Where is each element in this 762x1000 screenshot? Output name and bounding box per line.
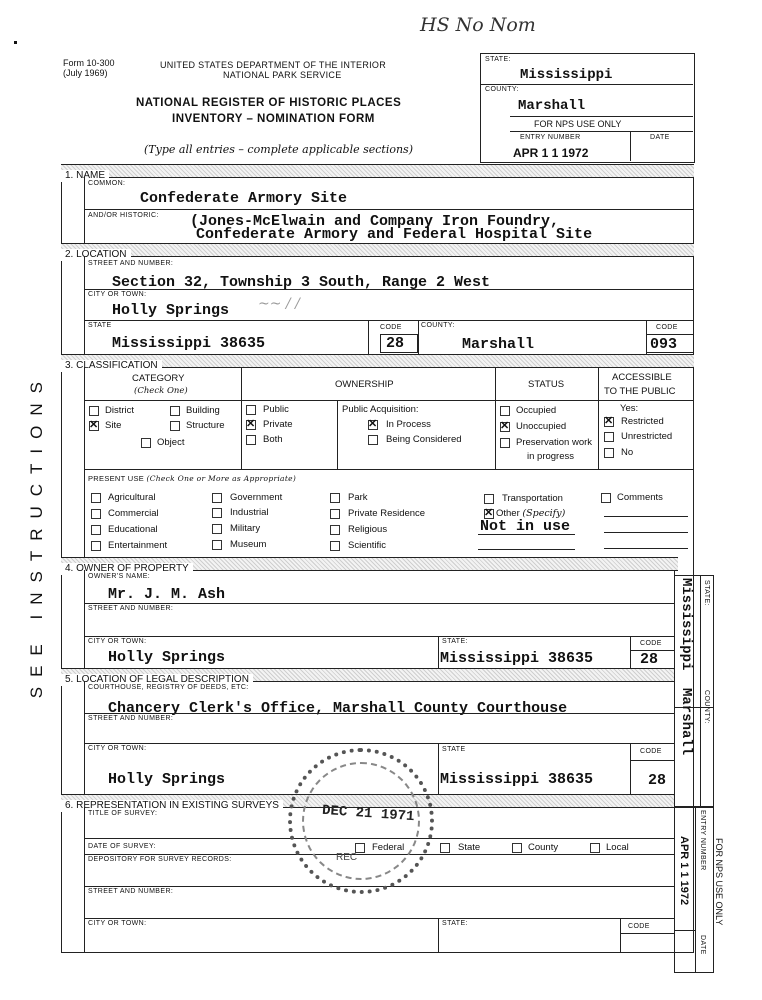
county-code-label: CODE: [656, 324, 678, 331]
local-survey-checkbox[interactable]: [590, 843, 600, 853]
other-value: Not in use: [480, 518, 571, 535]
code-label: CODE: [380, 324, 402, 331]
city-label: CITY OR TOWN:: [88, 291, 147, 298]
private-label: Private: [263, 419, 293, 430]
transportation-label: Transportation: [502, 493, 563, 504]
handwritten-note: HS No Nom: [420, 14, 536, 36]
being-considered-checkbox[interactable]: [368, 435, 378, 445]
in-process-checkbox[interactable]: [368, 420, 378, 430]
religious-checkbox[interactable]: [330, 525, 340, 535]
government-checkbox[interactable]: [212, 493, 222, 503]
public-checkbox[interactable]: [246, 405, 256, 415]
public-label: Public: [263, 404, 289, 415]
legal-street-label: STREET AND NUMBER:: [88, 715, 174, 722]
legal-city-value: Holly Springs: [108, 771, 226, 788]
form-date: (July 1969): [63, 68, 108, 78]
speck: [14, 41, 17, 44]
state-value: Mississippi 38635: [112, 335, 266, 352]
courthouse-label: COURTHOUSE, REGISTRY OF DEEDS, ETC:: [88, 684, 249, 691]
street-value: Section 32, Township 3 South, Range 2 West: [112, 274, 491, 291]
building-label: Building: [186, 405, 220, 416]
form-title: NATIONAL REGISTER OF HISTORIC PLACES: [136, 97, 402, 109]
military-checkbox[interactable]: [212, 524, 222, 534]
owner-state-label: STATE:: [442, 638, 468, 645]
accessible-label: ACCESSIBLE: [612, 372, 672, 383]
historic-name-2: Confederate Armory and Federal Hospital Site: [196, 226, 593, 243]
county-code: 093: [650, 336, 678, 353]
no-checkbox[interactable]: [604, 448, 614, 458]
occupied-checkbox[interactable]: [500, 406, 510, 416]
legal-code-label: CODE: [640, 748, 662, 755]
state-label: STATE: [88, 322, 112, 329]
street-label: STREET AND NUMBER:: [88, 260, 174, 267]
historic-label: AND/OR HISTORIC:: [88, 212, 159, 219]
city-value: Holly Springs: [112, 302, 230, 319]
legal-city-label: CITY OR TOWN:: [88, 745, 147, 752]
federal-label: Federal: [372, 842, 405, 853]
county-survey-label: County: [528, 842, 559, 853]
to-public-label: TO THE PUBLIC: [604, 386, 676, 397]
strip-county-label: COUNTY:: [703, 690, 710, 724]
survey-city-label: CITY OR TOWN:: [88, 920, 147, 927]
survey-date-label: DATE OF SURVEY:: [88, 843, 156, 850]
survey-street-label: STREET AND NUMBER:: [88, 888, 174, 895]
county-survey-checkbox[interactable]: [512, 843, 522, 853]
status-label: STATUS: [528, 379, 565, 390]
industrial-label: Industrial: [230, 507, 269, 518]
preservation-checkbox[interactable]: [500, 438, 510, 448]
no-label: No: [621, 447, 634, 458]
educational-checkbox[interactable]: [91, 525, 101, 535]
structure-label: Structure: [186, 420, 225, 431]
commercial-checkbox[interactable]: [91, 509, 101, 519]
district-label: District: [105, 405, 135, 416]
section-surveys-header: 6. REPRESENTATION IN EXISTING SURVEYS: [61, 794, 674, 808]
state-code: 28: [386, 335, 405, 352]
being-considered-label: Being Considered: [386, 434, 462, 445]
strip-nps-label: FOR NPS USE ONLY: [714, 838, 724, 926]
in-progress-label: in progress: [527, 451, 574, 462]
both-checkbox[interactable]: [246, 435, 256, 445]
yes-label: Yes:: [620, 403, 639, 414]
present-use-label: PRESENT USE (Check One or More as Appropriate): [88, 474, 297, 483]
state-survey-label: State: [458, 842, 481, 853]
date-label: DATE: [650, 134, 670, 141]
private-checkbox[interactable]: [246, 420, 256, 430]
restricted-label: Restricted: [621, 416, 664, 427]
county-value: Marshall: [462, 336, 535, 353]
public-acquisition-label: Public Acquisition:: [342, 404, 419, 415]
private-residence-checkbox[interactable]: [330, 509, 340, 519]
strip-entry-label: ENTRY NUMBER: [699, 810, 706, 871]
commercial-label: Commercial: [108, 508, 159, 519]
form-subtitle: INVENTORY – NOMINATION FORM: [172, 113, 375, 125]
preservation-label: Preservation work: [516, 437, 593, 448]
strip-county-value: Marshall: [678, 688, 694, 756]
owner-value: Mr. J. M. Ash: [108, 586, 226, 603]
owner-code-label: CODE: [640, 640, 662, 647]
government-label: Government: [230, 492, 283, 503]
form-number: Form 10-300: [63, 58, 115, 68]
stamp-date: DEC 21 1971: [321, 802, 415, 826]
state-box-state-value: Mississippi: [520, 67, 613, 83]
depository-label: DEPOSITORY FOR SURVEY RECORDS:: [88, 856, 232, 863]
common-name: Confederate Armory Site: [140, 190, 348, 207]
stamp-rec: REC: [336, 852, 358, 863]
see-instructions: SEE INSTRUCTIONS: [27, 372, 46, 699]
agricultural-label: Agricultural: [108, 492, 156, 503]
agricultural-checkbox[interactable]: [91, 493, 101, 503]
entertainment-label: Entertainment: [108, 540, 168, 551]
strip-state-value: Mississippi: [678, 578, 694, 671]
owner-street-label: STREET AND NUMBER:: [88, 605, 174, 612]
object-label: Object: [157, 437, 185, 448]
structure-checkbox[interactable]: [170, 421, 180, 431]
unrestricted-label: Unrestricted: [621, 431, 673, 442]
check-one: (Check One): [134, 386, 188, 396]
state-box-county-label: COUNTY:: [485, 86, 519, 93]
unoccupied-checkbox[interactable]: [500, 422, 510, 432]
strip-date-label: DATE: [699, 935, 706, 955]
object-checkbox[interactable]: [141, 438, 151, 448]
section-location-header: 2. LOCATION: [61, 243, 694, 257]
service: NATIONAL PARK SERVICE: [223, 70, 342, 80]
survey-title-label: TITLE OF SURVEY:: [88, 810, 158, 817]
common-label: COMMON:: [88, 180, 126, 187]
owner-label: OWNER'S NAME:: [88, 573, 151, 580]
owner-city-value: Holly Springs: [108, 649, 226, 666]
local-survey-label: Local: [606, 842, 629, 853]
state-box-state-label: STATE:: [485, 56, 511, 63]
legal-state-label: STATE: [442, 746, 466, 753]
section-legal-header: 5. LOCATION OF LEGAL DESCRIPTION: [61, 668, 674, 682]
district-checkbox[interactable]: [89, 406, 99, 416]
courthouse-value: Chancery Clerk's Office, Marshall County Courthouse: [108, 700, 568, 717]
in-process-label: In Process: [386, 419, 431, 430]
state-box-county-value: Marshall: [518, 98, 586, 114]
section-owner-header: 4. OWNER OF PROPERTY: [61, 557, 678, 571]
military-label: Military: [230, 523, 261, 534]
strip-state-label: STATE:: [703, 580, 710, 606]
park-checkbox[interactable]: [330, 493, 340, 503]
state-survey-checkbox[interactable]: [440, 843, 450, 853]
owner-state-value: Mississippi 38635: [440, 650, 594, 667]
scientific-checkbox[interactable]: [330, 541, 340, 551]
industrial-checkbox[interactable]: [212, 508, 222, 518]
entry-stamp: APR 1 1 1972: [513, 146, 589, 160]
entertainment-checkbox[interactable]: [91, 541, 101, 551]
unrestricted-checkbox[interactable]: [604, 432, 614, 442]
museum-label: Museum: [230, 539, 267, 550]
comments-checkbox[interactable]: [601, 493, 611, 503]
historic-name-1: (Jones-McElwain and Company Iron Foundry,: [190, 213, 560, 230]
survey-state-label: STATE:: [442, 920, 468, 927]
religious-label: Religious: [348, 524, 388, 535]
other-label: Other (Specify): [496, 508, 566, 519]
site-label: Site: [105, 420, 122, 431]
comments-label: Comments: [617, 492, 663, 503]
category-label: CATEGORY: [132, 373, 185, 384]
legal-state-value: Mississippi 38635: [440, 771, 594, 788]
site-checkbox[interactable]: [89, 421, 99, 431]
museum-checkbox[interactable]: [212, 540, 222, 550]
pencil-scribble: ~~ / /: [258, 296, 300, 312]
occupied-label: Occupied: [516, 405, 557, 416]
transportation-checkbox[interactable]: [484, 494, 494, 504]
nps-use-label: FOR NPS USE ONLY: [534, 119, 622, 129]
county-label: COUNTY:: [421, 322, 455, 329]
ownership-label: OWNERSHIP: [335, 379, 394, 390]
owner-code-value: 28: [640, 651, 659, 668]
owner-city-label: CITY OR TOWN:: [88, 638, 147, 645]
entry-number-label: ENTRY NUMBER: [520, 134, 581, 141]
section-classification-header: 3. CLASSIFICATION: [61, 354, 694, 368]
survey-code-label: CODE: [628, 923, 650, 930]
private-residence-label: Private Residence: [348, 508, 426, 519]
legal-code-value: 28: [648, 772, 667, 789]
unoccupied-label: Unoccupied: [516, 421, 567, 432]
strip-entry-stamp: APR 1 1 1972: [678, 836, 690, 906]
scientific-label: Scientific: [348, 540, 387, 551]
both-label: Both: [263, 434, 283, 445]
restricted-checkbox[interactable]: [604, 417, 614, 427]
building-checkbox[interactable]: [170, 406, 180, 416]
instruction: (Type all entries – complete applicable sections): [144, 143, 413, 156]
department: UNITED STATES DEPARTMENT OF THE INTERIOR: [160, 60, 387, 70]
educational-label: Educational: [108, 524, 158, 535]
section-name-header: 1. NAME: [61, 164, 694, 178]
park-label: Park: [348, 492, 368, 503]
